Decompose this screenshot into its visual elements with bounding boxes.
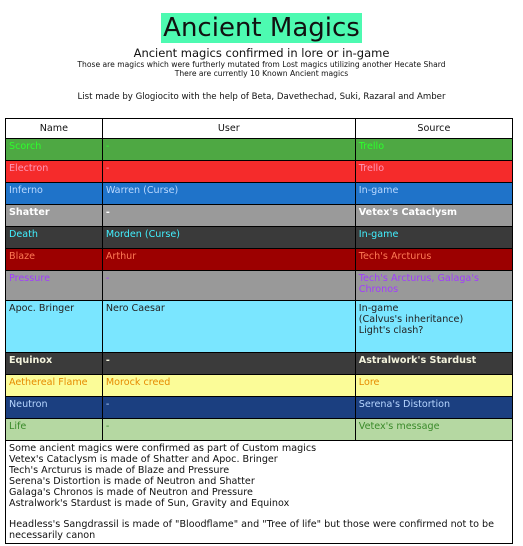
cell-source: Tech's Arcturus	[355, 249, 512, 271]
cell-source: Tech's Arcturus, Galaga's Chronos	[355, 271, 512, 301]
table-row	[6, 161, 513, 183]
credits-line: List made by Glogiocito with the help of Beta, Davethechad, Suki, Razaral and Amber	[77, 92, 446, 102]
cell-name: Blaze	[6, 249, 103, 271]
table-row	[6, 375, 513, 397]
table-row	[6, 419, 513, 441]
cell-source: Trello	[355, 161, 512, 183]
cell-name: Scorch	[6, 139, 103, 161]
table-row	[6, 271, 513, 301]
description-line-1: Those are magics which were furtherly mutated from Lost magics utilizing another Hecate Shard	[77, 60, 446, 69]
column-header-source: Source	[355, 119, 512, 139]
cell-source: Vetex's Cataclysm	[355, 205, 512, 227]
cell-user: -	[102, 161, 355, 183]
table-row	[6, 205, 513, 227]
table-row	[6, 301, 513, 353]
cell-name: Apoc. Bringer	[6, 301, 103, 353]
table-row	[6, 139, 513, 161]
magics-table	[5, 118, 513, 544]
page-title: Ancient Magics	[163, 13, 360, 43]
cell-name: Inferno	[6, 183, 103, 205]
notes-row	[6, 441, 513, 544]
table-header-row	[6, 119, 513, 139]
cell-source: Astralwork's Stardust	[355, 353, 512, 375]
column-header-user: User	[102, 119, 355, 139]
page-header	[0, 0, 523, 103]
cell-user: -	[102, 139, 355, 161]
notes-footer: Headless's Sangdrassil is made of "Bloodflame" and "Tree of life" but those were confirmed not to be necessarily canon	[9, 519, 495, 541]
table-row	[6, 183, 513, 205]
notes-list	[9, 443, 509, 509]
note-line: Tech's Arcturus is made of Blaze and Pressure	[9, 465, 230, 476]
cell-user: -	[102, 205, 355, 227]
table-row	[6, 249, 513, 271]
note-line: Vetex's Cataclysm is made of Shatter and Apoc. Bringer	[9, 454, 278, 465]
note-line: Galaga's Chronos is made of Neutron and Pressure	[9, 487, 253, 498]
cell-source: In-game	[355, 227, 512, 249]
cell-user: -	[102, 397, 355, 419]
cell-source: Vetex's message	[355, 419, 512, 441]
note-line: Some ancient magics were confirmed as part of Custom magics	[9, 443, 317, 454]
cell-user: -	[102, 419, 355, 441]
cell-name: Neutron	[6, 397, 103, 419]
column-header-name: Name	[6, 119, 103, 139]
notes-cell	[6, 441, 513, 544]
cell-source: Serena's Distortion	[355, 397, 512, 419]
cell-source: In-game	[355, 183, 512, 205]
cell-name: Pressure	[6, 271, 103, 301]
cell-source: Trello	[355, 139, 512, 161]
cell-user: Warren (Curse)	[102, 183, 355, 205]
note-line: Serena's Distortion is made of Neutron and Shatter	[9, 476, 255, 487]
table-row	[6, 353, 513, 375]
cell-user: -	[102, 353, 355, 375]
table-row	[6, 397, 513, 419]
description-line-2: There are currently 10 Known Ancient magics	[174, 69, 349, 78]
cell-user: Nero Caesar	[102, 301, 355, 353]
cell-user: Morock creed	[102, 375, 355, 397]
cell-name: Equinox	[6, 353, 103, 375]
note-line: Astralwork's Stardust is made of Sun, Gravity and Equinox	[9, 498, 290, 509]
table-row	[6, 227, 513, 249]
cell-source: Lore	[355, 375, 512, 397]
cell-source: In-game (Calvus's inheritance) Light's clash?	[355, 301, 512, 353]
cell-name: Death	[6, 227, 103, 249]
cell-name: Shatter	[6, 205, 103, 227]
cell-user: -	[102, 271, 355, 301]
cell-name: Aethereal Flame	[6, 375, 103, 397]
cell-user: Morden (Curse)	[102, 227, 355, 249]
page-subtitle: Ancient magics confirmed in lore or in-game	[133, 46, 390, 60]
cell-name: Electron	[6, 161, 103, 183]
cell-user: Arthur	[102, 249, 355, 271]
cell-name: Life	[6, 419, 103, 441]
